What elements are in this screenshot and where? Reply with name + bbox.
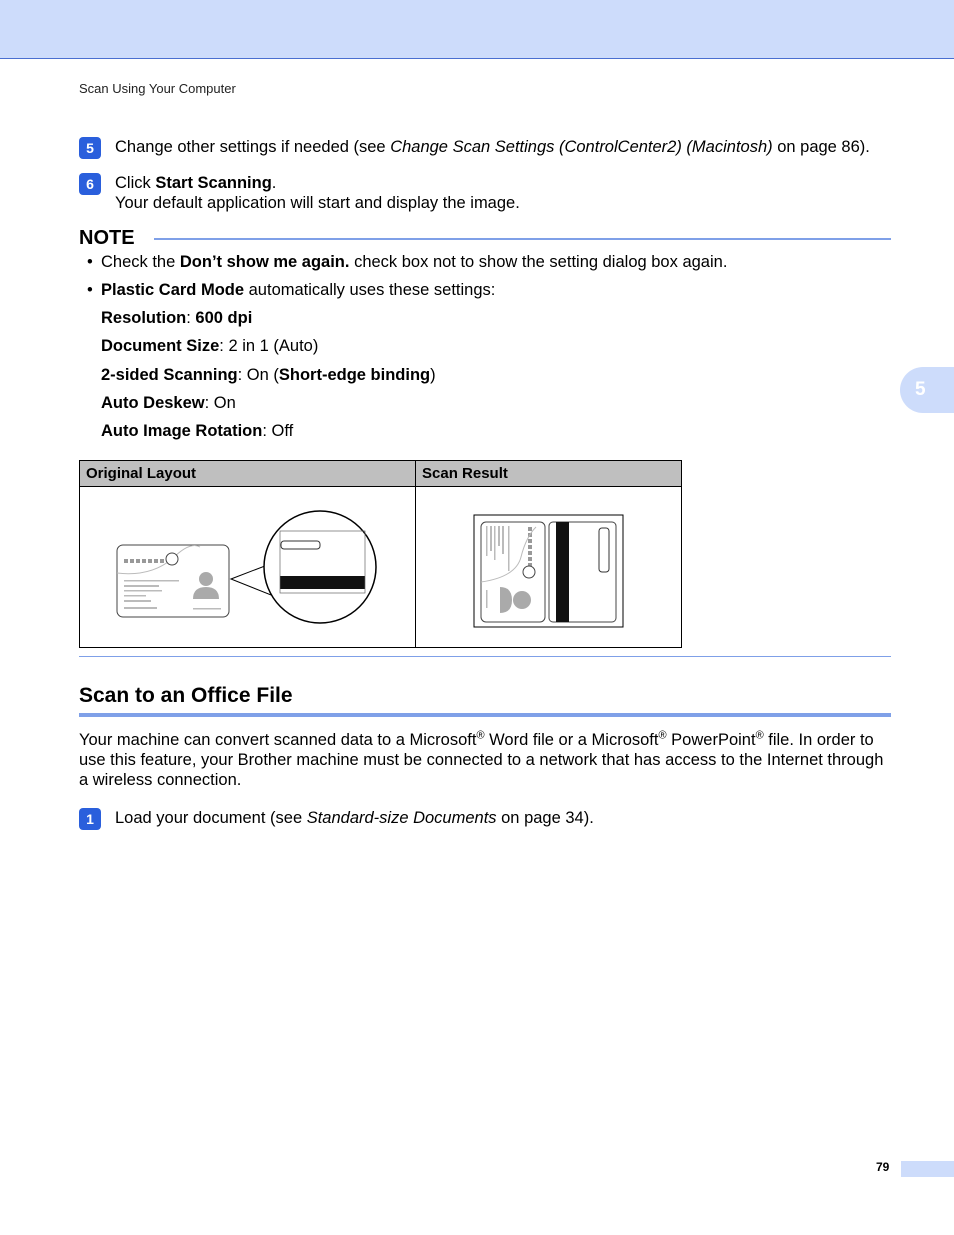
setting-resolution: Resolution: 600 dpi xyxy=(101,309,253,327)
step-number-badge: 5 xyxy=(79,137,101,159)
step-number-badge: 1 xyxy=(79,808,101,830)
separator-rule xyxy=(79,656,891,657)
section-paragraph: Your machine can convert scanned data to a Microsoft® Word file or a Microsoft® PowerPoint® file. In order to use this feature, your Brother machine must be connected to a network that has access to the Internet through a wireless connection. xyxy=(79,729,884,789)
bullet-dot: • xyxy=(87,281,93,299)
chapter-tab: 5 xyxy=(900,367,954,413)
layout-table xyxy=(79,460,682,648)
section-title: Scan to an Office File xyxy=(79,684,293,707)
step-1-text: Load your document (see Standard-size Documents on page 34). xyxy=(115,809,594,827)
page-tab xyxy=(901,1161,954,1177)
page-number: 79 xyxy=(876,1160,890,1174)
step-6-text: Click Start Scanning. Your default application will start and display the image. xyxy=(115,174,520,212)
note-rule xyxy=(154,238,891,240)
section-rule xyxy=(79,713,891,717)
column-header-original-layout: Original Layout xyxy=(80,461,416,487)
scan-result-illustration xyxy=(416,487,681,647)
cross-reference-link[interactable]: Change Scan Settings (ControlCenter2) (Macintosh) xyxy=(390,138,773,156)
note-title: NOTE xyxy=(79,227,135,249)
step-number-badge: 6 xyxy=(79,173,101,195)
scan-result-cell xyxy=(416,487,682,648)
cross-reference-link[interactable]: Standard-size Documents xyxy=(306,809,497,827)
original-layout-cell xyxy=(80,487,416,648)
bullet-dot: • xyxy=(87,253,93,271)
header-band xyxy=(0,0,954,59)
setting-document-size: Document Size: 2 in 1 (Auto) xyxy=(101,337,319,355)
step-5-text: Change other settings if needed (see Change Scan Settings (ControlCenter2) (Macintosh) on page 86). xyxy=(115,138,870,156)
setting-2-sided-scanning: 2-sided Scanning: On (Short-edge binding) xyxy=(101,366,436,384)
setting-auto-image-rotation: Auto Image Rotation: Off xyxy=(101,422,294,440)
column-header-scan-result: Scan Result xyxy=(416,461,682,487)
original-card-illustration xyxy=(80,487,415,647)
setting-auto-deskew: Auto Deskew: On xyxy=(101,394,236,412)
running-head: Scan Using Your Computer xyxy=(79,81,236,96)
